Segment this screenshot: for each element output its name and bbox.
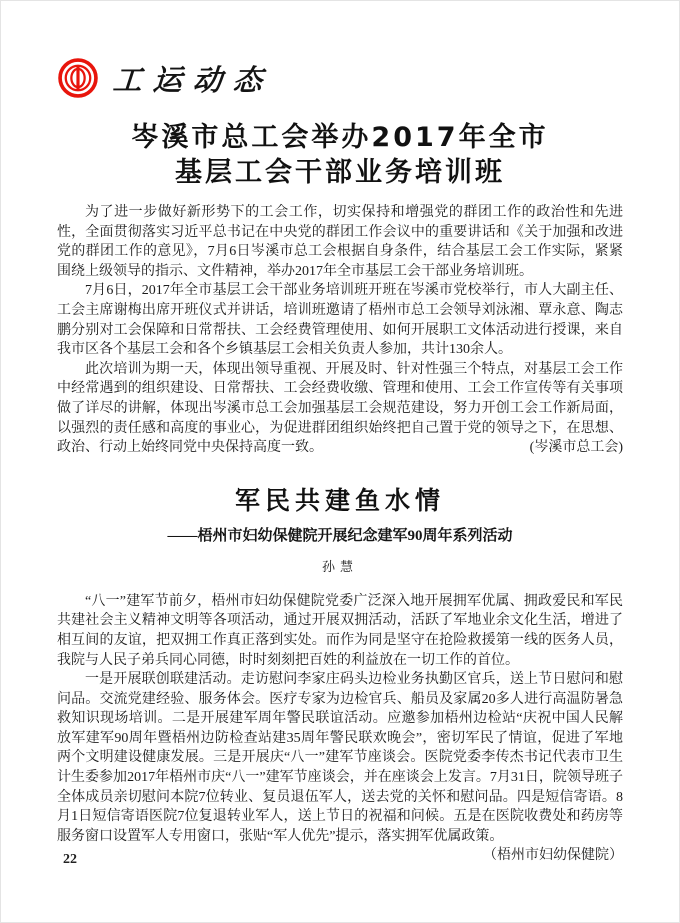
article-2-paragraph-1: “八一”建军节前夕，梧州市妇幼保健院党委广泛深入地开展拥军优属、拥政爱民和军民共建社会主义精神文明等各项活动，通过开展双拥活动，活跃了军地业余文化生活，增进了相互间的友谊，把双拥工作真正落到实处。而作为同是坚守在抢险救援第一线的医务人员，我院与人民子弟兵同心同德，时时刻刻把百姓的利益放在一切工作的首位。 — [57, 593, 623, 668]
article-1-paragraph-1: 为了进一步做好新形势下的工会工作，切实保持和增强党的群团工作的政治性和先进性，全面贯彻落实习近平总书记在中央党的群团工作会议中的重要讲话和《关于加强和改进党的群团工作的意见》，7月6日岑溪市总工会根据自身条件，结合基层工会工作实际，紧紧围绕上级领导的指示、文件精神，举办2017年全市基层工会干部业务培训班。 — [57, 205, 623, 279]
article-2-title: 军民共建鱼水情 — [234, 485, 445, 515]
article-2-paragraph-2-text: 一是开展联创联建活动。走访慰问李家庄码头边检业务执勤区官兵，送上节日慰问和慰问品。交流党建经验、服务体会。医疗专家为边检官兵、船员及家属20多人进行高温防暑急救知识现场培训。二是开展建军周年警民联谊活动。应邀参加梧州边检站“庆祝中国人民解放军建军90周年暨梧州边防检查站建35周年警民联欢晚会”，密切军民了情谊，促进了军地两个文明建设健康发展。三是开展庆“八一”建军节座谈会。医院党委李传杰书记代表市卫生计生委参加2017年梧州市庆“八一”建军节座谈会，并在座谈会上发言。7月31日，院领导班子全体成员亲切慰问本院7位转业、复员退伍军人，送去党的关怀和慰问品。四是短信寄语。8月1日短信寄语医院7位复退转业军人，送上节日的祝福和问候。五是在医院收费处和药房等服务窗口设置军人专用窗口，张贴“军人优先”提示，落实拥军优属政策。 — [57, 672, 623, 844]
article-1-paragraph-3 — [57, 360, 623, 458]
page-number: 22 — [63, 852, 77, 867]
article-2-attribution: （梧州市妇幼保健院） — [483, 848, 623, 864]
article-1-paragraph-3-text: 此次培训为期一天，体现出领导重视、开展及时、针对性强三个特点，对基层工会工作中经常遇到的组织建设、日常帮扶、工会经费收缴、管理和使用、工会工作宣传等有关事项做了详尽的讲解，体现出岑溪市总工会加强基层工会规范建设，努力开创工会工作新局面，以强烈的责任感和高度的事业心，为促进群团组织始终把自己置于党的领导之下，在思想、政治、行动上始终同党中央保持高度一致。 — [57, 361, 623, 456]
article-2-author: 孙慧 — [321, 558, 358, 574]
article-1-title-line-1: 岑溪市总工会举办2017年全市 — [131, 122, 549, 153]
article-1-title-line-2: 基层工会干部业务培训班 — [175, 157, 505, 188]
article-1-paragraph-2: 7月6日，2017年全市基层工会干部业务培训班开班在岑溪市党校举行，市人大副主任、工会主席谢梅出席开班仪式并讲话，培训班邀请了梧州市总工会领导刘泳湘、覃永意、陶志鹏分别对工会保障和日常帮扶、工会经费管理使用、如何开展职工文体活动进行授课，来自我市区各个基层工会和各个乡镇基层工会相关负责人参加，共计130余人。 — [57, 283, 623, 358]
article-1-title — [57, 120, 623, 190]
masthead — [57, 56, 623, 100]
masthead-title: 工运动态 — [111, 62, 275, 97]
article-1-attribution: (岑溪市总工会) — [529, 440, 623, 456]
trade-union-emblem-icon — [57, 57, 99, 99]
article-1 — [57, 120, 623, 458]
article-2-subtitle: ——梧州市妇幼保健院开展纪念建军90周年系列活动 — [167, 527, 513, 544]
